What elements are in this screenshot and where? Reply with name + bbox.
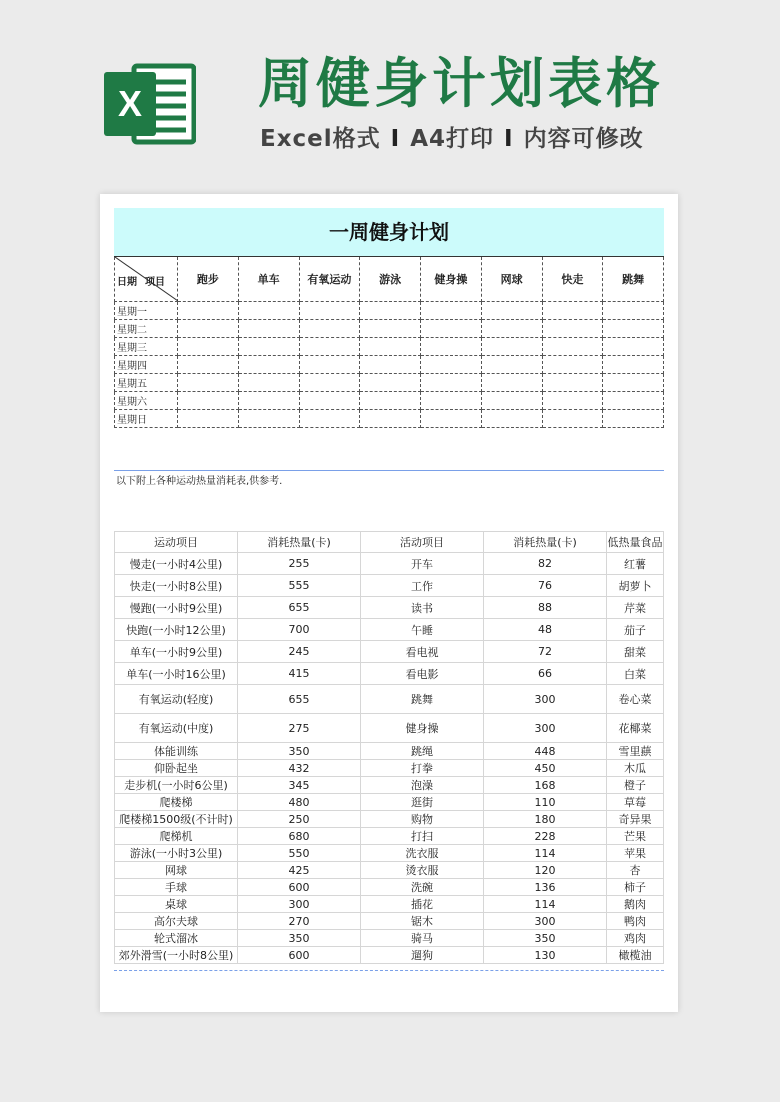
calorie-row	[115, 862, 664, 879]
plan-column-header[interactable]: 跳舞	[603, 257, 664, 302]
plan-cell[interactable]	[542, 392, 603, 410]
reference-note: 以下附上各种运动热量消耗表,供参考.	[116, 476, 283, 487]
calorie-cell[interactable]: 680	[238, 828, 361, 845]
plan-cell[interactable]	[238, 320, 299, 338]
plan-day-row	[115, 356, 664, 374]
calorie-cell[interactable]: 逛街	[361, 794, 484, 811]
calorie-cell[interactable]: 82	[484, 553, 607, 575]
calorie-cell[interactable]: 300	[484, 913, 607, 930]
calorie-cell[interactable]: 275	[238, 714, 361, 743]
plan-day-row	[115, 392, 664, 410]
calorie-cell[interactable]: 快跑(一小时12公里)	[115, 619, 238, 641]
plan-cell[interactable]	[421, 320, 482, 338]
calorie-cell[interactable]: 450	[484, 760, 607, 777]
calorie-cell[interactable]: 415	[238, 663, 361, 685]
calorie-cell[interactable]: 插花	[361, 896, 484, 913]
calorie-cell[interactable]: 单车(一小时9公里)	[115, 641, 238, 663]
calorie-cell[interactable]: 看电影	[361, 663, 484, 685]
calorie-header-row	[115, 532, 664, 553]
calorie-row	[115, 714, 664, 743]
calorie-cell[interactable]: 仰卧起坐	[115, 760, 238, 777]
corner-date-label: 日期	[117, 277, 137, 288]
calorie-cell[interactable]: 228	[484, 828, 607, 845]
calorie-cell[interactable]: 读书	[361, 597, 484, 619]
calorie-cell[interactable]: 270	[238, 913, 361, 930]
plan-cell[interactable]	[481, 410, 542, 428]
calorie-cell[interactable]: 350	[238, 930, 361, 947]
plan-cell[interactable]	[238, 374, 299, 392]
plan-cell[interactable]	[299, 302, 360, 320]
calorie-cell[interactable]: 洗碗	[361, 879, 484, 896]
calorie-row	[115, 828, 664, 845]
calorie-row	[115, 641, 664, 663]
calorie-row	[115, 553, 664, 575]
plan-cell[interactable]	[481, 356, 542, 374]
calorie-cell[interactable]: 茄子	[607, 619, 664, 641]
calorie-column-header[interactable]: 活动项目	[361, 532, 484, 553]
plan-column-header[interactable]: 快走	[542, 257, 603, 302]
calorie-cell[interactable]: 250	[238, 811, 361, 828]
calorie-cell[interactable]: 300	[484, 714, 607, 743]
excel-icon-letter: X	[117, 83, 143, 124]
calorie-cell[interactable]: 甜菜	[607, 641, 664, 663]
plan-cell[interactable]	[238, 392, 299, 410]
calorie-cell[interactable]: 66	[484, 663, 607, 685]
plan-cell[interactable]	[481, 302, 542, 320]
calorie-column-header[interactable]: 低热量食品	[607, 532, 664, 553]
calorie-column-header[interactable]: 运动项目	[115, 532, 238, 553]
plan-column-header[interactable]: 有氧运动	[299, 257, 360, 302]
calorie-cell[interactable]: 130	[484, 947, 607, 964]
calorie-row	[115, 913, 664, 930]
calorie-cell[interactable]: 橄榄油	[607, 947, 664, 964]
plan-day-row	[115, 338, 664, 356]
calorie-cell[interactable]: 72	[484, 641, 607, 663]
calorie-cell[interactable]: 柿子	[607, 879, 664, 896]
plan-cell[interactable]	[178, 392, 239, 410]
subtitle-separator: I	[504, 126, 514, 152]
calorie-cell[interactable]: 杏	[607, 862, 664, 879]
calorie-row	[115, 575, 664, 597]
calorie-cell[interactable]: 300	[484, 685, 607, 714]
calorie-column-header[interactable]: 消耗热量(卡)	[238, 532, 361, 553]
calorie-cell[interactable]: 雪里蕻	[607, 743, 664, 760]
plan-cell[interactable]	[178, 374, 239, 392]
calorie-cell[interactable]: 草莓	[607, 794, 664, 811]
plan-cell[interactable]	[481, 392, 542, 410]
plan-cell[interactable]	[603, 320, 664, 338]
plan-cell[interactable]	[542, 338, 603, 356]
calorie-row	[115, 760, 664, 777]
calorie-cell[interactable]: 88	[484, 597, 607, 619]
plan-cell[interactable]	[542, 356, 603, 374]
subtitle	[260, 124, 644, 154]
corner-item-label: 项目	[145, 277, 165, 288]
plan-day-label[interactable]: 星期二	[115, 320, 178, 338]
plan-cell[interactable]	[421, 356, 482, 374]
calorie-cell[interactable]: 体能训练	[115, 743, 238, 760]
calorie-cell[interactable]: 600	[238, 947, 361, 964]
plan-cell[interactable]	[481, 320, 542, 338]
plan-cell[interactable]	[481, 338, 542, 356]
plan-cell[interactable]	[178, 338, 239, 356]
calorie-cell[interactable]: 255	[238, 553, 361, 575]
calorie-cell[interactable]: 120	[484, 862, 607, 879]
plan-day-label[interactable]: 星期三	[115, 338, 178, 356]
calorie-cell[interactable]: 网球	[115, 862, 238, 879]
calorie-cell[interactable]: 桌球	[115, 896, 238, 913]
plan-day-label[interactable]: 星期一	[115, 302, 178, 320]
calorie-cell[interactable]: 跳舞	[361, 685, 484, 714]
plan-cell[interactable]	[178, 410, 239, 428]
plan-cell[interactable]	[178, 302, 239, 320]
calorie-cell[interactable]: 655	[238, 685, 361, 714]
calorie-row	[115, 685, 664, 714]
calorie-row	[115, 896, 664, 913]
calorie-cell[interactable]: 555	[238, 575, 361, 597]
calorie-cell[interactable]: 114	[484, 896, 607, 913]
calorie-cell[interactable]: 健身操	[361, 714, 484, 743]
calorie-cell[interactable]: 550	[238, 845, 361, 862]
calorie-cell[interactable]: 鸡肉	[607, 930, 664, 947]
calorie-cell[interactable]: 苹果	[607, 845, 664, 862]
calorie-row	[115, 879, 664, 896]
spreadsheet-paper	[100, 194, 678, 1012]
plan-cell[interactable]	[542, 374, 603, 392]
calorie-row	[115, 663, 664, 685]
plan-cell[interactable]	[542, 302, 603, 320]
plan-title: 一周健身计划	[114, 208, 664, 256]
calorie-cell[interactable]: 爬楼梯1500级(不计时)	[115, 811, 238, 828]
plan-day-row	[115, 302, 664, 320]
calorie-cell[interactable]: 木瓜	[607, 760, 664, 777]
calorie-cell[interactable]: 泡澡	[361, 777, 484, 794]
calorie-cell[interactable]: 单车(一小时16公里)	[115, 663, 238, 685]
calorie-cell[interactable]: 烫衣服	[361, 862, 484, 879]
plan-cell[interactable]	[421, 302, 482, 320]
calorie-cell[interactable]: 跳绳	[361, 743, 484, 760]
plan-cell[interactable]	[178, 320, 239, 338]
subtitle-editable: 内容可修改	[523, 126, 644, 152]
plan-cell[interactable]	[299, 374, 360, 392]
plan-cell[interactable]	[421, 392, 482, 410]
calorie-cell[interactable]: 爬楼梯	[115, 794, 238, 811]
calorie-row	[115, 743, 664, 760]
calorie-cell[interactable]: 448	[484, 743, 607, 760]
calorie-cell[interactable]: 鹅肉	[607, 896, 664, 913]
calorie-row	[115, 947, 664, 964]
calorie-cell[interactable]: 180	[484, 811, 607, 828]
excel-icon	[104, 58, 196, 150]
calorie-cell[interactable]: 245	[238, 641, 361, 663]
plan-cell[interactable]	[421, 338, 482, 356]
calorie-row	[115, 811, 664, 828]
calorie-cell[interactable]: 432	[238, 760, 361, 777]
plan-cell[interactable]	[360, 356, 421, 374]
plan-cell[interactable]	[238, 338, 299, 356]
calorie-cell[interactable]: 350	[238, 743, 361, 760]
plan-cell[interactable]	[603, 302, 664, 320]
plan-cell[interactable]	[299, 410, 360, 428]
plan-cell[interactable]	[360, 338, 421, 356]
calorie-cell[interactable]: 136	[484, 879, 607, 896]
plan-cell[interactable]	[542, 320, 603, 338]
plan-column-header[interactable]: 游泳	[360, 257, 421, 302]
plan-day-label[interactable]: 星期六	[115, 392, 178, 410]
calorie-row	[115, 794, 664, 811]
plan-cell[interactable]	[360, 374, 421, 392]
plan-corner-cell[interactable]	[115, 257, 178, 302]
calorie-cell[interactable]: 白菜	[607, 663, 664, 685]
calorie-cell[interactable]: 345	[238, 777, 361, 794]
calorie-cell[interactable]: 购物	[361, 811, 484, 828]
plan-cell[interactable]	[421, 374, 482, 392]
plan-cell[interactable]	[481, 374, 542, 392]
plan-cell[interactable]	[603, 356, 664, 374]
plan-cell[interactable]	[238, 356, 299, 374]
calorie-cell[interactable]: 425	[238, 862, 361, 879]
plan-day-label[interactable]: 星期五	[115, 374, 178, 392]
calorie-cell[interactable]: 110	[484, 794, 607, 811]
calorie-row	[115, 597, 664, 619]
calorie-cell[interactable]: 高尔夫球	[115, 913, 238, 930]
calorie-row	[115, 845, 664, 862]
plan-cell[interactable]	[603, 410, 664, 428]
calorie-cell[interactable]: 洗衣服	[361, 845, 484, 862]
plan-cell[interactable]	[421, 410, 482, 428]
plan-cell[interactable]	[603, 374, 664, 392]
plan-cell[interactable]	[360, 392, 421, 410]
plan-cell[interactable]	[238, 302, 299, 320]
spacer	[114, 428, 664, 470]
header-banner	[0, 0, 780, 190]
plan-cell[interactable]	[299, 338, 360, 356]
calorie-cell[interactable]: 慢跑(一小时9公里)	[115, 597, 238, 619]
plan-cell[interactable]	[178, 356, 239, 374]
calorie-cell[interactable]: 有氧运动(中度)	[115, 714, 238, 743]
plan-cell[interactable]	[299, 320, 360, 338]
plan-day-row	[115, 410, 664, 428]
plan-header-row	[115, 257, 664, 302]
page-title: 周健身计划表格	[258, 52, 664, 115]
calorie-cell[interactable]: 手球	[115, 879, 238, 896]
calorie-cell[interactable]: 芒果	[607, 828, 664, 845]
plan-cell[interactable]	[542, 410, 603, 428]
calorie-column-header[interactable]: 消耗热量(卡)	[484, 532, 607, 553]
calorie-cell[interactable]: 橙子	[607, 777, 664, 794]
calorie-cell[interactable]: 奇异果	[607, 811, 664, 828]
plan-cell[interactable]	[238, 410, 299, 428]
plan-day-label[interactable]: 星期四	[115, 356, 178, 374]
plan-cell[interactable]	[603, 338, 664, 356]
calorie-cell[interactable]: 红薯	[607, 553, 664, 575]
calorie-cell[interactable]: 600	[238, 879, 361, 896]
subtitle-print: A4打印	[410, 126, 495, 152]
subtitle-separator: I	[390, 126, 401, 152]
calorie-cell[interactable]: 快走(一小时8公里)	[115, 575, 238, 597]
calorie-cell[interactable]: 480	[238, 794, 361, 811]
plan-cell[interactable]	[299, 392, 360, 410]
calorie-cell[interactable]: 打扫	[361, 828, 484, 845]
calorie-cell[interactable]: 48	[484, 619, 607, 641]
calorie-cell[interactable]: 看电视	[361, 641, 484, 663]
calorie-table	[114, 531, 664, 964]
calorie-cell[interactable]: 有氧运动(轻度)	[115, 685, 238, 714]
plan-column-header[interactable]: 健身操	[421, 257, 482, 302]
calorie-cell[interactable]: 655	[238, 597, 361, 619]
calorie-cell[interactable]: 游泳(一小时3公里)	[115, 845, 238, 862]
calorie-row	[115, 619, 664, 641]
calorie-cell[interactable]: 爬梯机	[115, 828, 238, 845]
calorie-cell[interactable]: 350	[484, 930, 607, 947]
calorie-cell[interactable]: 300	[238, 896, 361, 913]
calorie-cell[interactable]: 开车	[361, 553, 484, 575]
plan-column-header[interactable]: 跑步	[178, 257, 239, 302]
calorie-cell[interactable]: 锯木	[361, 913, 484, 930]
calorie-cell[interactable]: 工作	[361, 575, 484, 597]
calorie-cell[interactable]: 轮式溜冰	[115, 930, 238, 947]
plan-column-header[interactable]: 单车	[238, 257, 299, 302]
weekly-plan-table	[114, 256, 664, 428]
plan-column-header[interactable]: 网球	[481, 257, 542, 302]
plan-day-row	[115, 320, 664, 338]
calorie-cell[interactable]: 168	[484, 777, 607, 794]
calorie-cell[interactable]: 胡萝卜	[607, 575, 664, 597]
plan-cell[interactable]	[360, 410, 421, 428]
plan-cell[interactable]	[603, 392, 664, 410]
calorie-cell[interactable]: 骑马	[361, 930, 484, 947]
calorie-row	[115, 777, 664, 794]
calorie-cell[interactable]: 走步机(一小时6公里)	[115, 777, 238, 794]
calorie-cell[interactable]: 114	[484, 845, 607, 862]
calorie-cell[interactable]: 花椰菜	[607, 714, 664, 743]
calorie-cell[interactable]: 打拳	[361, 760, 484, 777]
calorie-cell[interactable]: 76	[484, 575, 607, 597]
calorie-cell[interactable]: 遛狗	[361, 947, 484, 964]
calorie-cell[interactable]: 芹菜	[607, 597, 664, 619]
calorie-cell[interactable]: 鸭肉	[607, 913, 664, 930]
plan-day-label[interactable]: 星期日	[115, 410, 178, 428]
calorie-row	[115, 930, 664, 947]
plan-cell[interactable]	[360, 320, 421, 338]
calorie-cell[interactable]: 700	[238, 619, 361, 641]
plan-cell[interactable]	[360, 302, 421, 320]
calorie-cell[interactable]: 卷心菜	[607, 685, 664, 714]
calorie-cell[interactable]: 慢走(一小时4公里)	[115, 553, 238, 575]
plan-cell[interactable]	[299, 356, 360, 374]
page-break-line	[114, 970, 664, 971]
plan-day-row	[115, 374, 664, 392]
subtitle-format: Excel格式	[260, 126, 381, 152]
sheet	[114, 208, 664, 971]
calorie-cell[interactable]: 郊外滑雪(一小时8公里)	[115, 947, 238, 964]
calorie-cell[interactable]: 午睡	[361, 619, 484, 641]
